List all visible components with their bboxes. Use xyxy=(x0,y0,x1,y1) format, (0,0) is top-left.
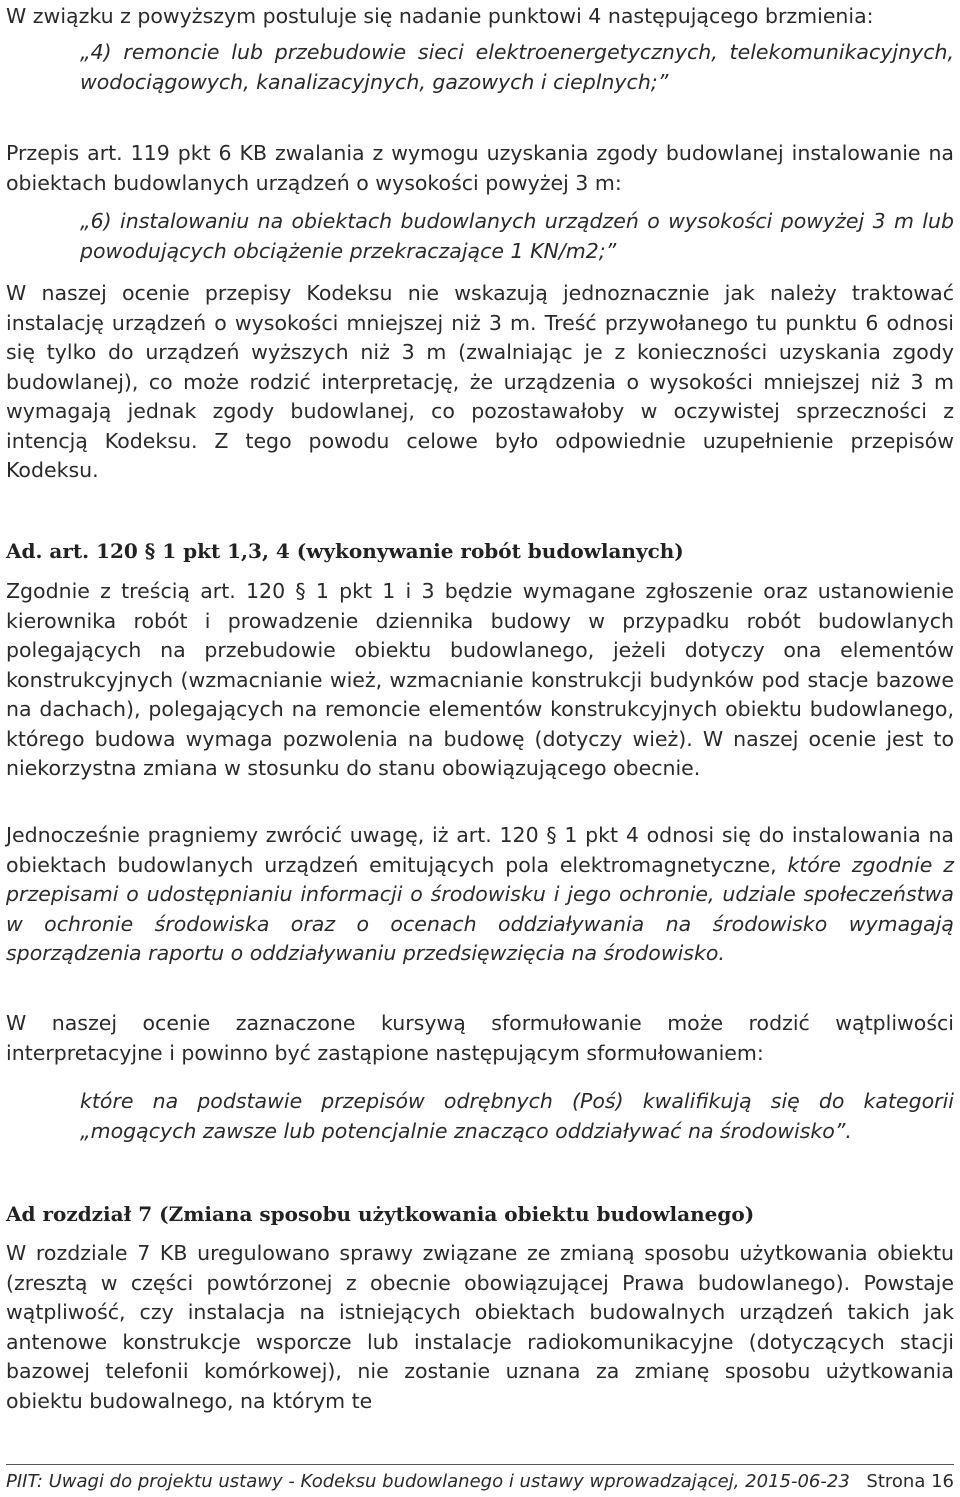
paragraph-chapter-7: W rozdziale 7 KB uregulowano sprawy związane ze zmianą sposobu użytkowania obiektu (zresztą w części powtórzonej z obecnie obowiązującej Prawa budowlanego). Powstaje wątpliwość, czy instalacja na istniejących obiektach budowalnych urządzeń takich jak antenowe konstrukcje wsporcze lub instalacje radiokomunikacyjne (dotyczących stacji bazowej telefonii komórkowej), nie zostanie uznana za zmianę sposobu użytkowania obiektu budowalnego, na którym te xyxy=(6,1241,954,1413)
paragraph-italic-doubt: W naszej ocenie zaznaczone kursywą sformułowanie może rodzić wątpliwości interpretacyjne i powinno być zastąpione następującym sformułowaniem: xyxy=(6,1011,954,1065)
quote-point-6: „6) instalowaniu na obiektach budowlanych urządzeń o wysokości powyżej 3 m lub powodujących obciążenie przekraczające 1 KN/m2;” xyxy=(80,209,954,263)
footer-title: PIIT: Uwagi do projektu ustawy - Kodeksu budowlanego i ustawy wprowadzającej, 2015-06-23 xyxy=(6,1471,850,1492)
heading-art-120: Ad. art. 120 § 1 pkt 1,3, 4 (wykonywanie robót budowlanych) xyxy=(6,539,684,563)
heading-chapter-7: Ad rozdział 7 (Zmiana sposobu użytkowania obiektu budowlanego) xyxy=(6,1202,755,1226)
footer-divider xyxy=(6,1464,954,1465)
paragraph-art-120-pkt-4 xyxy=(6,821,954,969)
paragraph-opinion-3m: W naszej ocenie przepisy Kodeksu nie wskazują jednoznacznie jak należy traktować instalację urządzeń o wysokości mniejszej niż 3 m. Treść przywołanego tu punktu 6 odnosi się tylko do urządzeń wyższych niż 3 m (zwalniając je z konieczności uzyskania zgody budowlanej), co może rodzić interpretację, że urządzenia o wysokości mniejszej niż 3 m wymagają jednak zgody budowlanej, co pozostawałoby w oczywistej sprzeczności z intencją Kodeksu. Z tego powodu celowe było odpowiednie uzupełnienie przepisów Kodeksu. xyxy=(6,281,954,482)
paragraph-art-119: Przepis art. 119 pkt 6 KB zwalania z wymogu uzyskania zgody budowlanej instalowanie na obiektach budowlanych urządzeń o wysokości powyżej 3 m: xyxy=(6,141,954,195)
quote-proposed-wording: które na podstawie przepisów odrębnych (Poś) kwalifikują się do kategorii „mogących zawsze lub potencjalnie znacząco oddziaływać na środowisko”. xyxy=(80,1089,954,1143)
paragraph-art-120-pkt-1-3: Zgodnie z treścią art. 120 § 1 pkt 1 i 3 będzie wymagane zgłoszenie oraz ustanowienie kierownika robót i prowadzenie dziennika budowy w przypadku robót budowlanych polegających na przebudowie obiektu budowlanego, jeżeli dotyczy ona elementów konstrukcyjnych (wzmacnianie wież, wzmacnianie konstrukcji budynków pod stacje bazowe na dachach), polegających na remoncie elementów konstrukcyjnych obiektu budowlanego, którego budowa wymaga pozwolenia na budowę (dotyczy wież). W naszej ocenie jest to niekorzystna zmiana w stosunku do stanu obowiązującego obecnie. xyxy=(6,579,954,780)
italic-formulation: które zgodnie z przepisami o udostępnianiu informacji o środowisku i jego ochronie, udziale społeczeństwa w ochronie środowiska oraz o ocenach oddziaływania na środowisko wymagają sporządzenia raportu o oddziaływaniu przedsięwzięcia na środowisko. xyxy=(6,852,954,965)
quote-point-4: „4) remoncie lub przebudowie sieci elektroenergetycznych, telekomunikacyjnych, wodociągowych, kanalizacyjnych, gazowych i cieplnych;” xyxy=(80,40,954,94)
paragraph-text: Jednocześnie pragniemy zwrócić uwagę, iż art. 120 § 1 pkt 4 odnosi się do instalowania na obiektach budowlanych urządzeń emitujących pola elektromagnetyczne, xyxy=(6,823,954,877)
paragraph-intro: W związku z powyższym postuluje się nadanie punktowi 4 następującego brzmienia: xyxy=(6,4,874,28)
page-footer xyxy=(6,1470,954,1494)
page-number: Strona 16 xyxy=(866,1471,954,1492)
